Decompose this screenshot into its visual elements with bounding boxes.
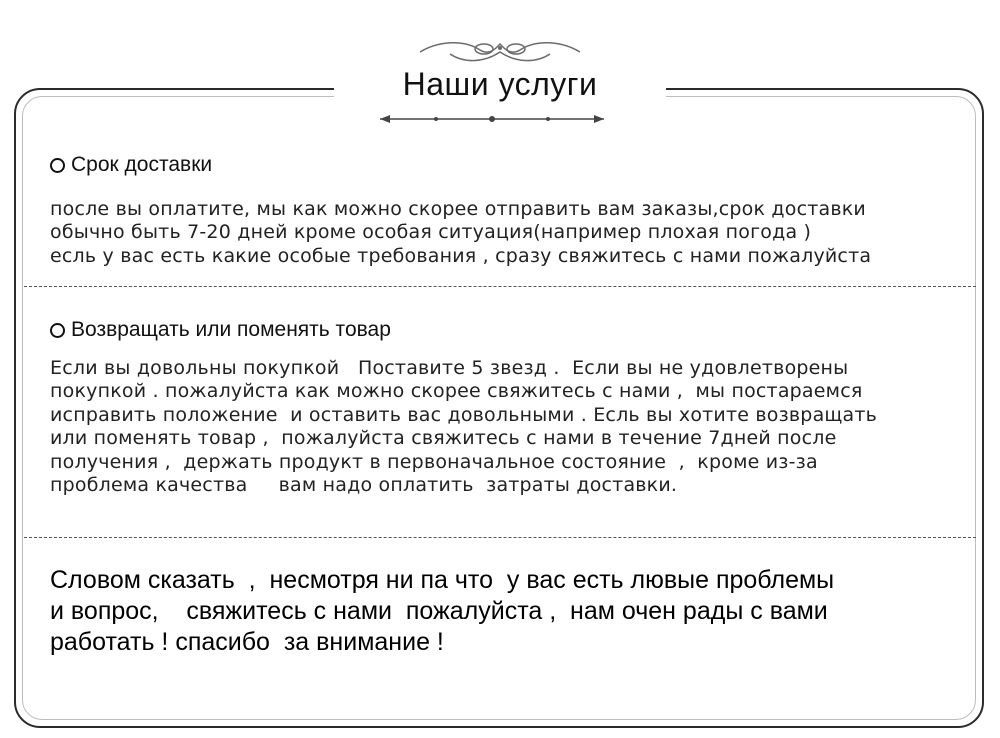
arrow-divider-icon — [372, 110, 612, 128]
circle-bullet-icon — [50, 323, 65, 338]
paragraph-line: или поменять товар , пожалуйста свяжитесь с нами в течение 7дней после — [50, 427, 837, 450]
paragraph-line: есль у вас есть какие особые требования , сразу свяжитесь с нами пожалуйста — [50, 244, 872, 267]
circle-bullet-icon — [50, 158, 65, 173]
closing-message — [50, 565, 834, 658]
paragraph-line: Если вы довольны покупкой Поставите 5 звезд . Если вы не удовлетворены — [50, 357, 849, 379]
section-heading-text: Возвращать или поменять товар — [71, 318, 391, 341]
closing-line: и вопрос, свяжитесь с нами пожалуйста , нам очен рады с вами — [50, 597, 828, 625]
paragraph-line: проблема качества вам надо оплатить затраты доставки. — [50, 474, 678, 497]
paragraph-line: получения , держать продукт в первоначальное состояние , кроме из-за — [50, 450, 818, 473]
closing-line: работать ! спасибо за внимание ! — [50, 628, 444, 656]
section-heading-delivery — [50, 151, 212, 179]
paragraph-line: покупкой . пожалуйста как можно скорее свяжитесь с нами , мы постараемся — [50, 380, 863, 403]
paragraph-line: исправить положение и оставить вас довольными . Есль вы хотите возвращать — [50, 403, 878, 426]
section-heading-returns — [50, 316, 391, 344]
paragraph-line: обычно быть 7-20 дней кроме особая ситуация(например плохая погода ) — [50, 221, 812, 244]
page-title: Наши услуги — [402, 66, 598, 102]
returns-paragraph — [50, 357, 877, 497]
dashed-divider — [24, 286, 976, 287]
paragraph-line: после вы оплатите, мы как можно скорее отправить вам заказы,срок доставки — [50, 198, 866, 220]
delivery-paragraph — [50, 198, 871, 268]
dashed-divider — [24, 537, 976, 538]
closing-line: Словом сказать , несмотря ни па что у вас есть лювые проблемы — [50, 566, 835, 594]
section-heading-text: Срок доставки — [71, 153, 213, 176]
